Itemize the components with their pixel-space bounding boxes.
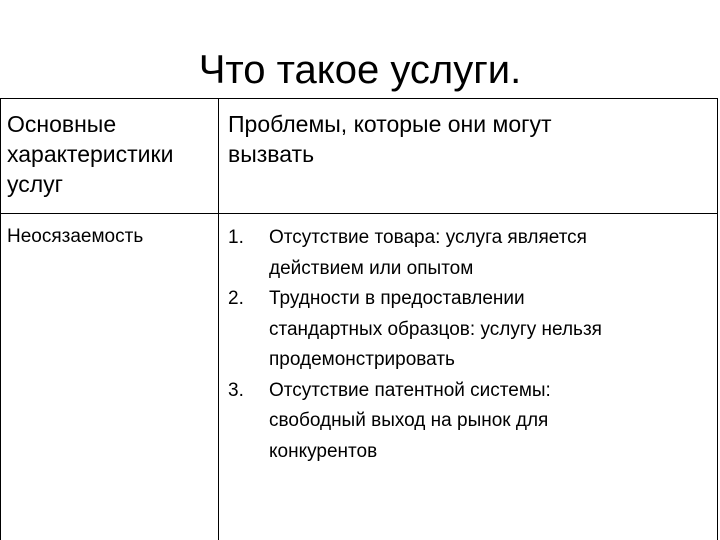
problem-text xyxy=(269,223,708,284)
problem-item xyxy=(228,223,708,284)
characteristic-cell xyxy=(7,223,212,250)
slide-title: Что такое услуги. xyxy=(198,48,522,92)
header-problems-line: Проблемы, которые они могут xyxy=(228,111,552,137)
header-problems-line: вызвать xyxy=(228,141,315,167)
row-divider xyxy=(1,213,717,214)
problem-item xyxy=(228,284,708,376)
column-divider xyxy=(218,99,219,540)
problem-item xyxy=(228,376,708,468)
problem-text-line: Отсутствие товара: услуга является xyxy=(269,227,587,248)
header-problems xyxy=(228,109,708,169)
problems-cell xyxy=(228,223,708,467)
problem-text xyxy=(269,376,708,468)
problems-list xyxy=(228,223,708,467)
services-table xyxy=(0,98,718,540)
characteristic-text: Неосязаемость xyxy=(7,226,144,247)
problem-text-line: Отсутствие патентной системы: xyxy=(269,379,551,401)
problem-text-line: стандартных образцов: услугу нельзя xyxy=(269,318,602,340)
problem-text-line: действием или опытом xyxy=(269,257,474,279)
problem-text-line: Трудности в предоставлении xyxy=(269,288,525,309)
problem-number: 1. xyxy=(228,227,244,248)
header-characteristics xyxy=(7,109,212,199)
problem-text-line: продемонстрировать xyxy=(269,349,455,370)
problem-number: 2. xyxy=(228,288,244,309)
header-characteristics-line: услуг xyxy=(7,171,64,197)
header-characteristics-line: характеристики xyxy=(7,141,174,167)
problem-text-line: конкурентов xyxy=(269,440,378,462)
problem-text xyxy=(269,284,708,376)
problem-text-line: свободный выход на рынок для xyxy=(269,410,549,431)
header-characteristics-line: Основные xyxy=(7,111,117,137)
problem-number: 3. xyxy=(228,379,244,401)
